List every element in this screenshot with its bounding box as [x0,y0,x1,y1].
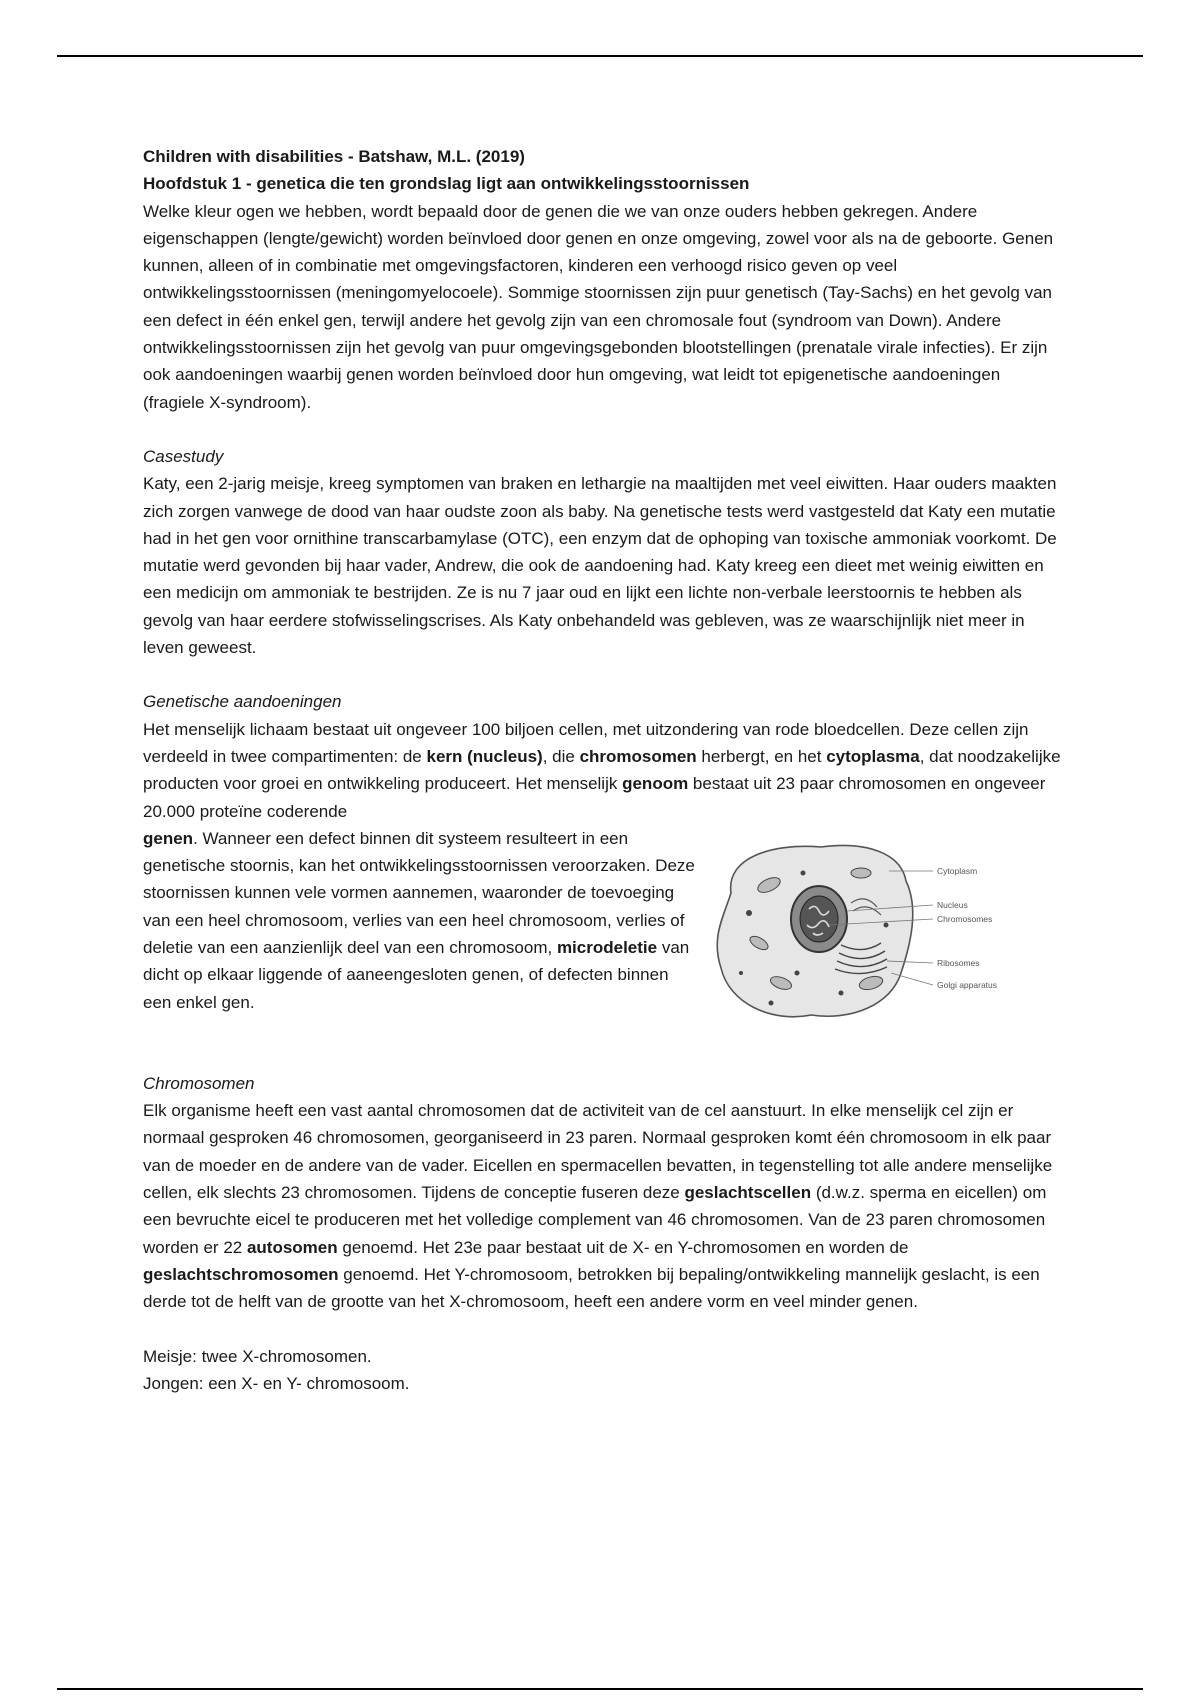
document-body [143,143,1063,1397]
note-girl: Meisje: twee X-chromosomen. [143,1346,372,1366]
chromosomes-paragraph: Elk organisme heeft een vast aantal chromosomen dat de activiteit van de cel aanstuurt. In elke menselijk cel zijn er normaal gesproken 46 chromosomen, georganiseerd in 23 paren. Normaal gesproken komt één chromosoom in elk paar van de moeder en de andere van de vader. Eicellen en spermacellen bevatten, in tegenstelling tot alle andere menselijke cellen, elk slechts 23 chromosomen. Tijdens de conceptie fuseren deze geslachtscellen (d.w.z. sperma en eicellen) om een bevruchte eicel te produceren met het volledige complement van 46 chromosomen. Van de 23 paren chromosomen worden er 22 autosomen genoemd. Het 23e paar bestaat uit de X- en Y-chromosomen en worden de geslachtschromosomen genoemd. Het Y-chromosoom, betrokken bij bepaling/ontwikkeling mannelijk geslacht, is een derde tot de helft van de grootte van het X-chromosoom, heeft een andere vorm en veel minder genen. [143,1101,1053,1312]
label-cytoplasm: Cytoplasm [937,865,978,876]
bottom-rule [57,1688,1143,1690]
casestudy-heading: Casestudy [143,446,224,466]
chromosomes-heading: Chromosomen [143,1073,255,1093]
term-kern: kern (nucleus) [426,746,543,766]
term-autosomen: autosomen [246,1237,338,1257]
genetic-paragraph: Het menselijk lichaam bestaat uit ongeveer 100 biljoen cellen, met uitzondering van rode bloedcellen. Deze cellen zijn verdeeld in twee compartimenten: de kern (nucleus), die chromosomen herbergt, en het cytoplasma, dat noodzakelijke producten voor groei en ontwikkeling produceert. Het menselijk genoom bestaat uit 23 paar chromosomen en ongeveer 20.000 proteïne coderende [143,719,1061,821]
intro-paragraph: Welke kleur ogen we hebben, wordt bepaald door de genen die we van onze ouders hebben gekregen. Andere eigenschappen (lengte/gewicht) worden beïnvloed door genen en onze omgeving, zowel voor als na de geboorte. Genen kunnen, alleen of in combinatie met omgevingsfactoren, kinderen een verhoogd risico geven op veel ontwikkelingsstoornissen (meningomyelocoele). Sommige stoornissen zijn puur genetisch (Tay-Sachs) en het gevolg van een defect in één enkel gen, terwijl andere het gevolg zijn van een chromosale fout (syndroom van Down). Andere ontwikkelingsstoornissen zijn het gevolg van puur omgevingsgebonden blootstellingen (prenatale virale infecties). Er zijn ook aandoeningen waarbij genen worden beïnvloed door hun omgeving, wat leidt tot epigenetische aandoeningen (fragiele X-syndroom). [143,201,1054,412]
cell-diagram-svg [701,833,1023,1033]
term-microdeletie: microdeletie [556,938,658,958]
cell-diagram [701,833,1023,1033]
term-cytoplasma: cytoplasma [826,746,920,766]
casestudy-paragraph: Katy, een 2-jarig meisje, kreeg symptomen van braken en lethargie na maaltijden met veel eiwitten. Haar ouders maakten zich zorgen vanwege de dood van haar oudste zoon als baby. Na genetische tests werd vastgesteld dat Katy een mutatie had in het gen voor ornithine transcarbamylase (OTC), een enzym dat de ophoping van toxische ammoniak voorkomt. De mutatie werd gevonden bij haar vader, Andrew, die ook de aandoening had. Katy kreeg een dieet met weinig eiwitten en een medicijn om ammoniak te bestrijden. Ze is nu 7 jaar oud en lijkt een lichte non-verbale leerstoornis te hebben als gevolg van haar eerdere stofwisselingscrises. Als Katy onbehandeld was gebleven, was ze waarschijnlijk niet meer in leven geweest. [143,474,1057,658]
genetic-split [143,825,1063,1043]
label-ribosomes: Ribosomes [937,957,980,968]
chapter-title: Hoofdstuk 1 - genetica die ten grondslag ligt aan ontwikkelingsstoornissen [143,174,750,194]
label-golgi: Golgi apparatus [937,979,998,990]
genetic-paragraph-continued: genen. Wanneer een defect binnen dit systeem resulteert in een genetische stoornis, kan het ontwikkelingsstoornissen veroorzaken. Deze stoornissen kunnen vele vormen aannemen, waaronder de toevoeging van een heel chromosoom, verlies van een heel chromosoom, verlies of deletie van een aanzienlijk deel van een chromosoom, microdeletie van dicht op elkaar liggende of aaneengesloten genen, of defecten binnen een enkel gen. [143,828,695,1012]
label-nucleus: Nucleus [937,899,968,910]
term-geslachtschromosomen: geslachtschromosomen [143,1264,339,1284]
genetic-heading: Genetische aandoeningen [143,692,342,712]
note-boy: Jongen: een X- en Y- chromosoom. [143,1373,410,1393]
term-genoom: genoom [622,774,689,794]
term-genen: genen [143,828,194,848]
document-title: Children with disabilities - Batshaw, M.L. (2019) [143,147,525,166]
term-geslachtscellen: geslachtscellen [684,1183,812,1203]
label-chromosomes: Chromosomes [937,913,993,924]
top-rule [57,55,1143,57]
term-chromosomen: chromosomen [579,746,697,766]
